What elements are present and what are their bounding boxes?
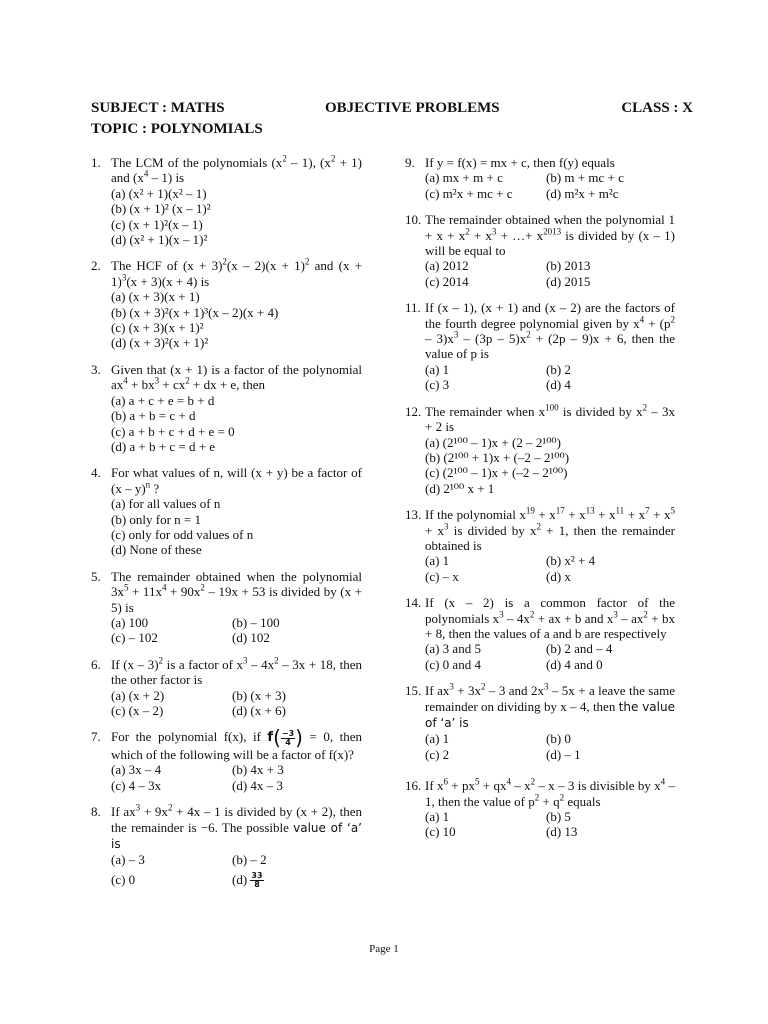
- option-d: (d) $\frac{33}{8}$: [232, 871, 263, 890]
- fraction: $\frac{33}{8}$: [251, 871, 263, 890]
- question-stem: The remainder when $x^{100}$ is divided by $x^2 - 3x + 2$ is: [425, 402, 676, 435]
- question-number: 16.: [405, 778, 422, 794]
- option-a: (a) for all values of n: [111, 496, 221, 512]
- option-c: (c) m²x + mc + c: [425, 185, 513, 201]
- option-a: (a) 3 and 5: [425, 641, 481, 657]
- option-b: (b) (x + 3)²(x + 1)³(x – 2)(x + 4): [111, 304, 279, 320]
- right-column: [405, 155, 675, 851]
- question-stem: If (x – 3)$^2$ is a factor of $x^3 - 4x^2 - 3x + 18$, then the other factor is: [111, 655, 362, 688]
- question-stem: If (x – 2) is a common factor of the polynomials $x^3 - 4x^2$ + ax + b and $x^3 - ax^2$ + bx + 8, then the values of a and b are respectively: [425, 595, 676, 641]
- option-c: (c) only for odd values of n: [111, 526, 254, 542]
- option-c: (c) (x – 2): [111, 703, 164, 718]
- class-label: CLASS : X: [621, 100, 693, 116]
- question-14: [405, 595, 675, 672]
- question-number: 4.: [91, 465, 101, 481]
- option-c: (c) 3: [425, 377, 450, 393]
- options: [111, 615, 362, 646]
- option-b: (b) – 100: [232, 614, 280, 630]
- option-b: (b) 5: [546, 809, 571, 825]
- option-c: (c) 2: [425, 746, 450, 762]
- left-column: [91, 155, 362, 900]
- option-d: (d) 2¹⁰⁰ x + 1: [425, 480, 495, 496]
- question-stem: If $ax^3 + 3x^2 - 3$ and $2x^3 - 5x + a$ leave the same remainder on dividing by x – 4, then the value of ‘a’ is: [425, 681, 675, 730]
- option-d: (d) None of these: [111, 542, 202, 558]
- option-a: (a) (x² + 1)(x² – 1): [111, 185, 207, 201]
- document-title: OBJECTIVE PROBLEMS: [325, 100, 500, 116]
- question-10: [405, 212, 675, 289]
- page-number: Page 1: [369, 943, 399, 955]
- question-number: 3.: [91, 361, 101, 377]
- option-b: (b) (2¹⁰⁰ + 1)x + (–2 – 2¹⁰⁰): [425, 449, 570, 465]
- option-d: (d) 102: [232, 630, 270, 646]
- option-d: (d) m²x + m²c: [546, 185, 619, 201]
- option-b: (b) 4x + 3: [232, 762, 284, 778]
- question-13: [405, 507, 675, 584]
- option-b: (b) – 2: [232, 852, 267, 868]
- question-number: 1.: [91, 155, 101, 170]
- options: [425, 258, 675, 289]
- question-number: 2.: [91, 258, 101, 274]
- question-stem: Given that (x + 1) is a factor of the polynomial $ax^4 + bx^3 + cx^2$ + dx + e, then: [111, 361, 362, 393]
- option-a: (a) (x + 2): [111, 687, 165, 703]
- option-d: (d) (x + 6): [232, 703, 286, 718]
- option-a: (a) 100: [111, 614, 149, 630]
- question-6: [91, 657, 362, 719]
- option-a: (a) 1: [425, 731, 450, 747]
- option-d: (d) (x² + 1)(x – 1)²: [111, 232, 208, 248]
- option-c: (c) a + b + c + d + e = 0: [111, 423, 235, 439]
- question-stem: If $ax^3 + 9x^2 + 4x - 1$ is divided by (x + 2), then the remainder is −6. The possible value of ‘a’ is: [111, 802, 362, 851]
- option-a: (a) 3x – 4: [111, 762, 162, 778]
- question-stem: The remainder obtained when the polynomial $3x^5 + 11x^4 + 90x^2 - 19x + 53$ is divided by (x + 5) is: [111, 568, 362, 615]
- option-a: (a) a + c + e = b + d: [111, 392, 215, 408]
- question-number: 14.: [405, 595, 422, 611]
- option-d: (d) 4x – 3: [232, 777, 283, 793]
- option-d: (d) x: [546, 568, 571, 584]
- topic-label: TOPIC : POLYNOMIALS: [91, 121, 263, 137]
- question-15: [405, 683, 675, 762]
- option-c: (c) 0: [111, 871, 136, 887]
- option-a: (a) 1: [425, 361, 450, 377]
- question-9: [405, 155, 675, 201]
- options: [425, 362, 675, 393]
- options: [425, 553, 675, 584]
- options: [111, 852, 362, 889]
- option-b: (b) only for n = 1: [111, 511, 202, 527]
- question-stem: If (x – 1), (x + 1) and (x – 2) are the factors of the fourth degree polynomial given by $x^4 + (p^2 - 3)x^3 - (3p - 5)x^2 + (2p - 9)x + 6$, then the value of p is: [425, 300, 675, 362]
- option-a: (a) 1: [425, 809, 450, 825]
- question-stem: If the polynomial $x^{19} + x^{17} + x^{13} + x^{11} + x^7 + x^5 + x^3$ is divided by $x^2 + 1$, then the remainder obtained is: [425, 505, 675, 553]
- fraction: $\frac{-3}{4}$: [281, 728, 295, 747]
- option-d: (d) 13: [546, 824, 578, 840]
- option-a: (a) 2012: [425, 258, 469, 274]
- question-11: [405, 300, 675, 392]
- option-b: (b) x² + 4: [546, 553, 596, 569]
- option-c: (c) – 102: [111, 630, 158, 646]
- option-c: (c) (x + 3)(x + 1)²: [111, 320, 204, 336]
- options: [111, 762, 362, 793]
- option-b: (b) m + mc + c: [546, 170, 624, 186]
- options: [425, 170, 675, 201]
- question-number: 13.: [405, 507, 422, 523]
- option-a: (a) – 3: [111, 852, 145, 868]
- option-b: (b) 0: [546, 731, 571, 747]
- question-number: 11.: [405, 300, 421, 316]
- page-header: [91, 100, 693, 142]
- question-number: 15.: [405, 683, 422, 699]
- question-number: 7.: [91, 729, 101, 745]
- option-a: (a) 1: [425, 553, 450, 569]
- option-d: (d) 4 and 0: [546, 656, 603, 672]
- question-stem: The LCM of the polynomials $(x^2 - 1)$, $(x^2 + 1)$ and $(x^4 - 1)$ is: [111, 153, 362, 186]
- question-stem: If y = f(x) = mx + c, then f(y) equals: [425, 155, 615, 170]
- question-stem: For what values of n, will (x + y) be a factor of (x – y)$^n$ ?: [111, 465, 362, 496]
- question-number: 12.: [405, 403, 422, 419]
- option-a: (a) mx + m + c: [425, 170, 503, 186]
- question-8: [91, 804, 362, 889]
- option-d: (d) 4: [546, 377, 571, 393]
- option-c: (c) 2014: [425, 273, 469, 289]
- option-d: (d) (x + 3)²(x + 1)²: [111, 335, 209, 351]
- option-d: (d) – 1: [546, 746, 581, 762]
- option-a: (a) (2¹⁰⁰ – 1)x + (2 – 2¹⁰⁰): [425, 434, 561, 450]
- option-c: (c) 10: [425, 824, 456, 840]
- question-4: [91, 465, 362, 557]
- question-stem: The remainder obtained when the polynomial $1 + x + x^2 + x^3$ + …+ $x^{2013}$ is divided by (x – 1) will be equal to: [425, 212, 675, 259]
- question-number: 10.: [405, 212, 422, 228]
- question-stem: If $x^6 + px^5 + qx^4 - x^2 - x - 3$ is divisible by $x^4 - 1$, then the value of $p^2 + q^2$ equals: [425, 776, 675, 809]
- question-16: [405, 778, 675, 840]
- option-b: (b) 2: [546, 361, 571, 377]
- options: [425, 731, 675, 762]
- option-b: (b) 2 and – 4: [546, 641, 613, 657]
- question-number: 6.: [91, 656, 101, 672]
- option-b: (b) a + b = c + d: [111, 408, 196, 424]
- question-7: [91, 725, 362, 793]
- option-c: (c) 4 – 3x: [111, 777, 162, 793]
- options: [425, 641, 675, 672]
- option-c: (c) – x: [425, 568, 459, 584]
- question-12: [405, 404, 675, 496]
- question-2: [91, 258, 362, 350]
- option-a: (a) (x + 3)(x + 1): [111, 289, 200, 305]
- option-d: (d) 2015: [546, 273, 591, 289]
- options: [111, 688, 362, 719]
- option-b: (b) 2013: [546, 258, 591, 274]
- subject-label: SUBJECT : MATHS: [91, 100, 225, 116]
- option-c: (c) 0 and 4: [425, 656, 481, 672]
- question-stem: The HCF of $(x + 3)^2(x - 2)(x + 1)^2$ and $(x + 1)^3(x + 3)(x + 4)$ is: [111, 257, 362, 289]
- question-number: 9.: [405, 155, 415, 170]
- question-stem: For the polynomial f(x), if f( $\frac{-3}{4}$ ) = 0, then which of the following will be a factor of f(x)?: [111, 725, 362, 762]
- option-b: (b) (x + 3): [232, 687, 286, 703]
- question-3: [91, 362, 362, 454]
- question-number: 8.: [91, 804, 101, 820]
- question-1: [91, 155, 362, 247]
- option-d: (d) a + b + c = d + e: [111, 438, 216, 454]
- option-b: (b) (x + 1)² (x – 1)²: [111, 201, 211, 217]
- question-number: 5.: [91, 568, 101, 584]
- options: [425, 809, 675, 840]
- option-c: (c) (2¹⁰⁰ – 1)x + (–2 – 2¹⁰⁰): [425, 465, 568, 481]
- option-c: (c) (x + 1)²(x – 1): [111, 216, 203, 232]
- question-5: [91, 569, 362, 646]
